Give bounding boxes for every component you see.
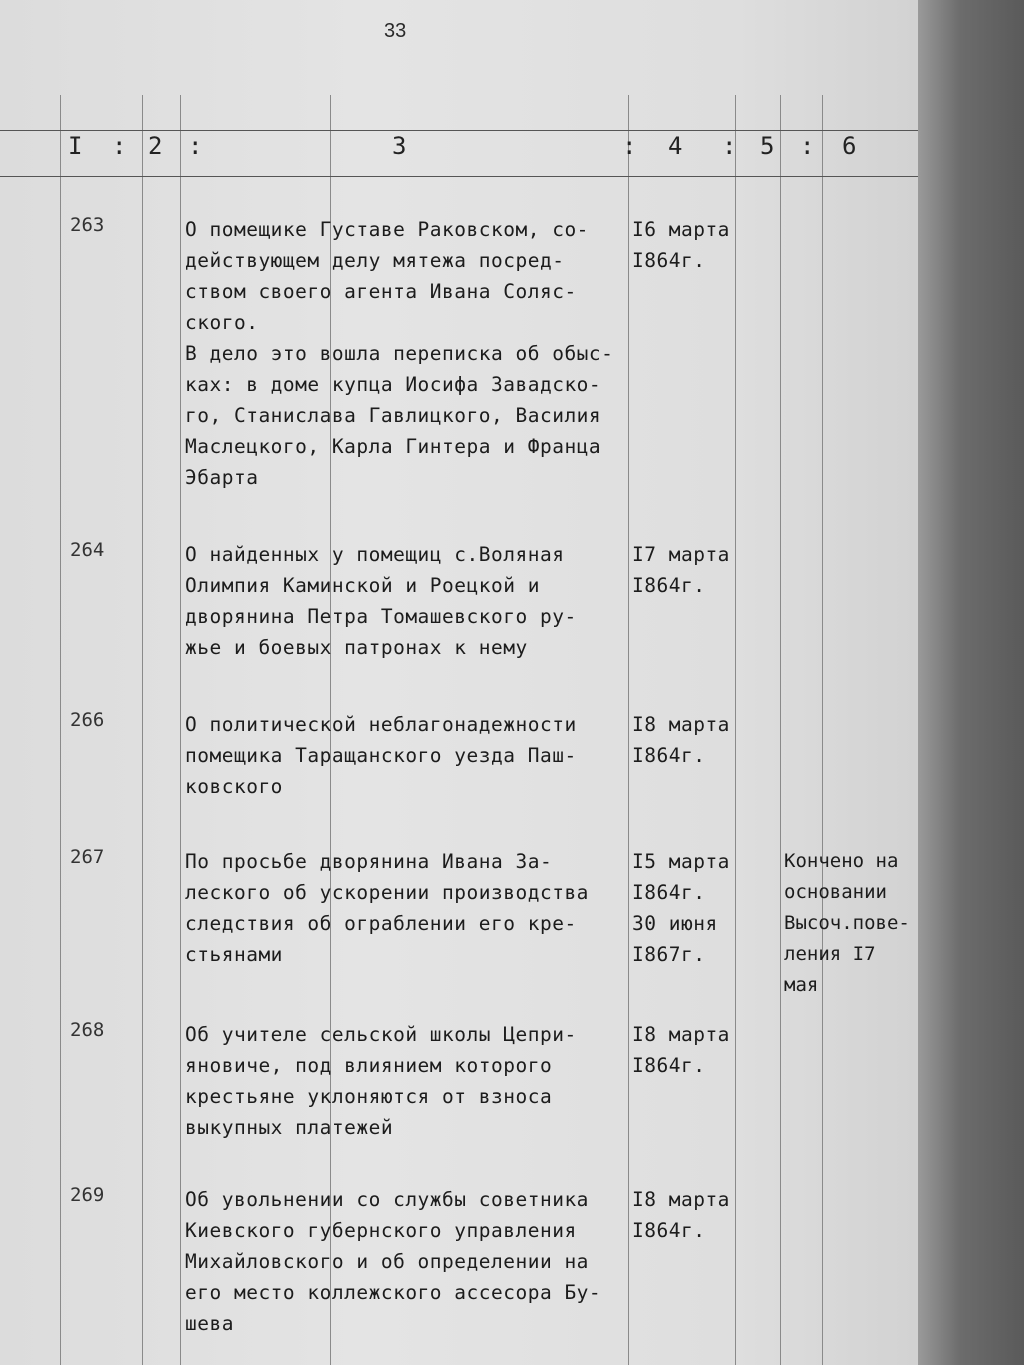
entry-date: I8 марта I864г. xyxy=(632,1188,730,1242)
column-number: 2 xyxy=(148,132,163,160)
entry-number: 268 xyxy=(70,1019,105,1041)
column-separator: : xyxy=(188,132,203,160)
entry-description: О найденных у помещиц с.Воляная Олимпия Каминской и Роецкой и дворянина Петра Томашевского ру- жье и боевых патронах к нему xyxy=(185,543,577,659)
header-rule-bottom xyxy=(0,176,918,177)
column-separator: : xyxy=(622,132,637,160)
column-number: 5 xyxy=(760,132,775,160)
column-separator: : xyxy=(112,132,127,160)
entry-date: I7 марта I864г. xyxy=(632,543,730,597)
entry-number: 266 xyxy=(70,709,105,731)
column-number: 3 xyxy=(392,132,407,160)
page-number: 33 xyxy=(384,20,407,42)
header-rule-top xyxy=(0,130,918,131)
column-separator: : xyxy=(722,132,737,160)
entry-date: I8 марта I864г. xyxy=(632,1023,730,1077)
column-divider xyxy=(780,95,781,1365)
column-number: I xyxy=(68,132,83,160)
entry-number: 264 xyxy=(70,539,105,561)
entry-date: I5 марта I864г. 30 июня I867г. xyxy=(632,850,730,966)
column-number: 4 xyxy=(668,132,683,160)
entry-date: I8 марта I864г. xyxy=(632,713,730,767)
column-divider xyxy=(180,95,181,1365)
entry-number: 269 xyxy=(70,1184,105,1206)
entry-description: О политической неблагонадежности помещика Таращанского уезда Паш- ковского xyxy=(185,713,577,798)
column-separator: : xyxy=(800,132,815,160)
entry-number: 263 xyxy=(70,214,105,236)
column-divider xyxy=(60,95,61,1365)
page-edge-shadow xyxy=(918,0,1024,1365)
entry-date: I6 марта I864г. xyxy=(632,218,730,272)
entry-description: Об учителе сельской школы Цепри- яновиче, под влиянием которого крестьяне уклоняются от взноса выкупных платежей xyxy=(185,1023,577,1139)
column-divider xyxy=(822,95,823,1365)
column-number: 6 xyxy=(842,132,857,160)
entry-number: 267 xyxy=(70,846,105,868)
entry-description: О помещике Густаве Раковском, со- действующем делу мятежа посред- ством своего агента Ивана Соляс- ского. В дело это вошла переписка об обыс- ках: в доме купца Иосифа Завадско- го, Станислава Гавлицкого, Василия Маслецкого, Карла Гинтера и Франца Эбарта xyxy=(185,218,614,489)
column-divider xyxy=(142,95,143,1365)
entry-note: Кончено на основании Высоч.пове- ления I7 мая xyxy=(784,850,910,996)
entry-description: Об увольнении со службы советника Киевского губернского управления Михайловского и об определении на его место коллежского ассесора Бу- шева xyxy=(185,1188,602,1335)
entry-description: По просьбе дворянина Ивана За- леского об ускорении производства следствия об ограблении его кре- стьянами xyxy=(185,850,589,966)
